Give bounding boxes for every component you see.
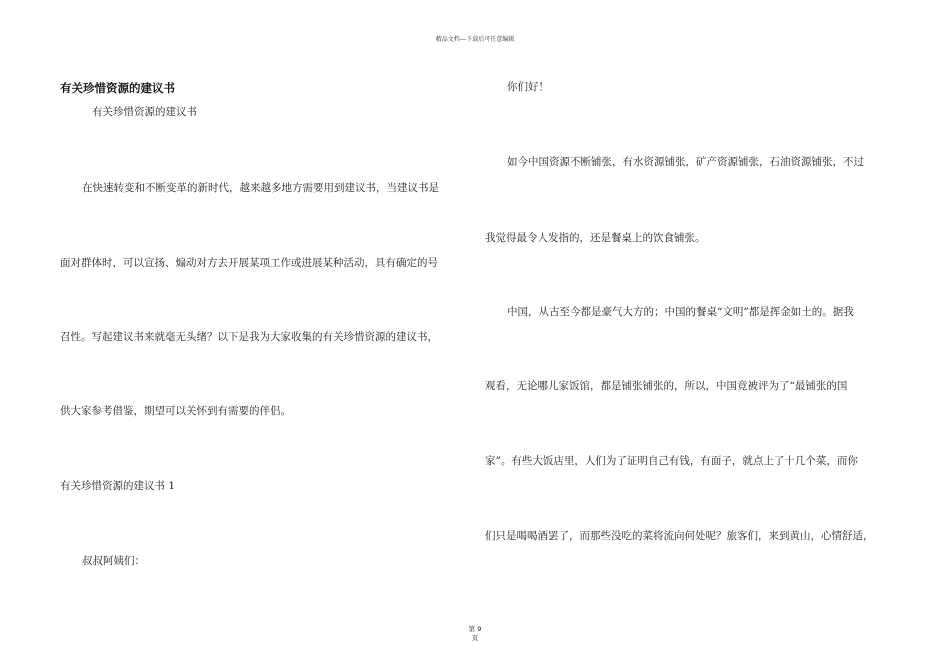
page-number-line2: 页: [471, 634, 479, 642]
paragraph-line: 家”。有些大饭店里，人们为了证明自己有钱，有面子，就点上了十几个菜，而你: [485, 455, 858, 467]
paragraph-line: 中国，从古至今都是豪气大方的；中国的餐桌“文明”都是挥金如土的。据我: [507, 306, 854, 318]
paragraph-line: 观看，无论哪儿家饭馆，都是铺张铺张的，所以，中国竟被评为了“最铺张的国: [485, 380, 848, 392]
document-title: 有关珍惜资源的建议书: [60, 81, 175, 95]
subtitle-line: 有关珍惜资源的建议书: [92, 106, 197, 118]
paragraph-line: 面对群体时，可以宣扬、煽动对方去开展某项工作或进展某种活动，具有确定的号: [60, 257, 438, 269]
paragraph-line: 我觉得最令人发指的，还是餐桌上的饮食铺张。: [485, 232, 706, 244]
paragraph-line: 们只是喝喝酒罢了，而那些没吃的菜将流向何处呢？旅客们，来到黄山，心情舒适，: [485, 530, 874, 542]
salutation-line: 叔叔阿姨们：: [82, 555, 145, 567]
page-number: [455, 625, 495, 643]
header-note: 精品文档---下载后可任意编辑: [435, 36, 515, 43]
greeting-line: 你们好！: [507, 81, 549, 93]
page-number-line1: 第 9: [468, 625, 482, 633]
paragraph-line: 如今中国资源不断铺张，有水资源铺张，矿产资源铺张，石油资源铺张，不过: [507, 156, 864, 168]
paragraph-line: 召性。写起建议书来就毫无头绪？以下是我为大家收集的有关珍惜资源的建议书，: [60, 331, 438, 343]
paragraph-line: 在快速转变和不断变革的新时代，越来越多地方需要用到建议书，当建议书是: [82, 182, 439, 194]
section-heading: 有关珍惜资源的建议书 1: [60, 480, 176, 492]
paragraph-line: 供大家参考借鉴，期望可以关怀到有需要的伴侣。: [60, 405, 291, 417]
